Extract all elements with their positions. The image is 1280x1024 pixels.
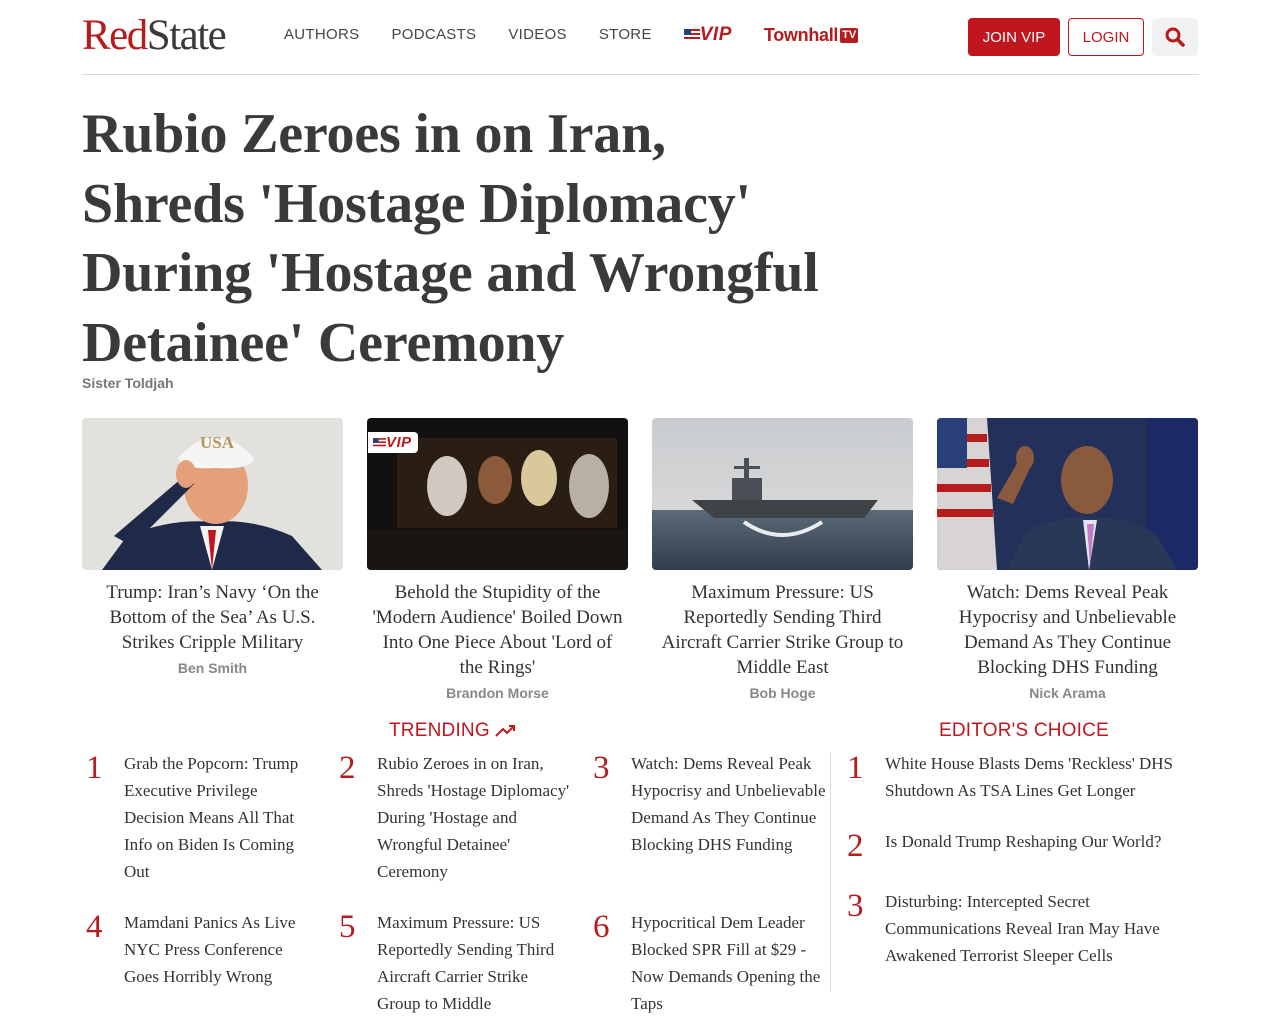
nav-townhall-tv[interactable]: [764, 25, 858, 45]
trending-link[interactable]: Hypocritical Dem Leader Blocked SPR Fill at $29 - Now Demands Opening the Taps: [631, 913, 821, 1013]
flag-icon: [373, 438, 386, 448]
vip-label: VIP: [699, 24, 732, 45]
story-card: [82, 418, 343, 676]
nav-videos[interactable]: VIDEOS: [508, 26, 567, 43]
flag-icon: [684, 29, 700, 41]
editors-choice-link[interactable]: Is Donald Trump Reshaping Our World?: [885, 832, 1162, 851]
search-icon: [1165, 27, 1185, 47]
trending-link[interactable]: Grab the Popcorn: Trump Executive Privilege Decision Means All That Info on Biden Is Coming Out: [124, 754, 299, 881]
trump-salute-photo[interactable]: [82, 418, 343, 570]
article-author[interactable]: Sister Toldjah: [82, 375, 174, 391]
story-title[interactable]: Maximum Pressure: US Reportedly Sending Third Aircraft Carrier Strike Group to Middle East: [661, 582, 904, 678]
story-card: [652, 418, 913, 701]
story-author[interactable]: Bob Hoge: [749, 685, 816, 701]
story-title[interactable]: Trump: Iran’s Navy ‘On the Bottom of the Sea’ As U.S. Strikes Cripple Military: [106, 582, 319, 653]
search-button[interactable]: [1152, 18, 1198, 56]
story-title[interactable]: Behold the Stupidity of the 'Modern Audience' Boiled Down Into One Piece About 'Lord of the Rings': [372, 582, 623, 678]
editors-choice-link[interactable]: White House Blasts Dems 'Reckless' DHS Shutdown As TSA Lines Get Longer: [885, 754, 1174, 800]
login-button[interactable]: LOGIN: [1068, 18, 1144, 56]
lord-of-the-rings-photo[interactable]: [367, 418, 628, 570]
nav-vip[interactable]: [684, 25, 732, 45]
story-author[interactable]: Nick Arama: [1029, 685, 1106, 701]
aircraft-carrier-photo[interactable]: [652, 418, 913, 570]
townhall-label: Townhall: [763, 25, 839, 45]
editors-choice-link[interactable]: Disturbing: Intercepted Secret Communications Reveal Iran May Have Awakened Terrorist Sleeper Cells: [885, 892, 1160, 965]
jeffries-pointing-photo[interactable]: [937, 418, 1198, 570]
story-author[interactable]: Brandon Morse: [446, 685, 549, 701]
vip-badge: VIP: [368, 432, 418, 453]
story-card: [937, 418, 1198, 701]
editors-choice-heading: EDITOR'S CHOICE: [939, 720, 1109, 741]
tv-badge: TV: [842, 28, 857, 41]
trending-link[interactable]: Rubio Zeroes in on Iran, Shreds 'Hostage Diplomacy' During 'Hostage and Wrongful Detainee' Ceremony: [377, 754, 570, 881]
svg-text:USA: USA: [200, 433, 235, 452]
story-card: [367, 418, 628, 701]
redstate-logo[interactable]: RedState: [82, 12, 226, 59]
trending-up-icon: [495, 724, 517, 738]
site-header: [82, 0, 1199, 75]
trending-link[interactable]: Maximum Pressure: US Reportedly Sending Third Aircraft Carrier Strike Group to Middle: [377, 913, 555, 1013]
join-vip-button[interactable]: JOIN VIP: [968, 18, 1060, 56]
column-divider: [830, 752, 831, 992]
trending-heading: TRENDING: [389, 720, 517, 742]
article-headline[interactable]: Rubio Zeroes in on Iran, Shreds 'Hostage Diplomacy' During 'Hostage and Wrongful Detainee' Ceremony: [82, 103, 819, 374]
nav-podcasts[interactable]: PODCASTS: [391, 26, 477, 43]
story-title[interactable]: Watch: Dems Reveal Peak Hypocrisy and Unbelievable Demand As They Continue Blocking DHS Funding: [958, 582, 1177, 678]
nav-store[interactable]: STORE: [598, 26, 652, 43]
trending-link[interactable]: Mamdani Panics As Live NYC Press Conference Goes Horribly Wrong: [124, 913, 296, 986]
main-nav: [284, 25, 858, 45]
nav-authors[interactable]: AUTHORS: [284, 26, 360, 43]
story-author[interactable]: Ben Smith: [177, 660, 248, 676]
trending-link[interactable]: Watch: Dems Reveal Peak Hypocrisy and Unbelievable Demand As They Continue Blocking DHS Funding: [631, 754, 826, 854]
